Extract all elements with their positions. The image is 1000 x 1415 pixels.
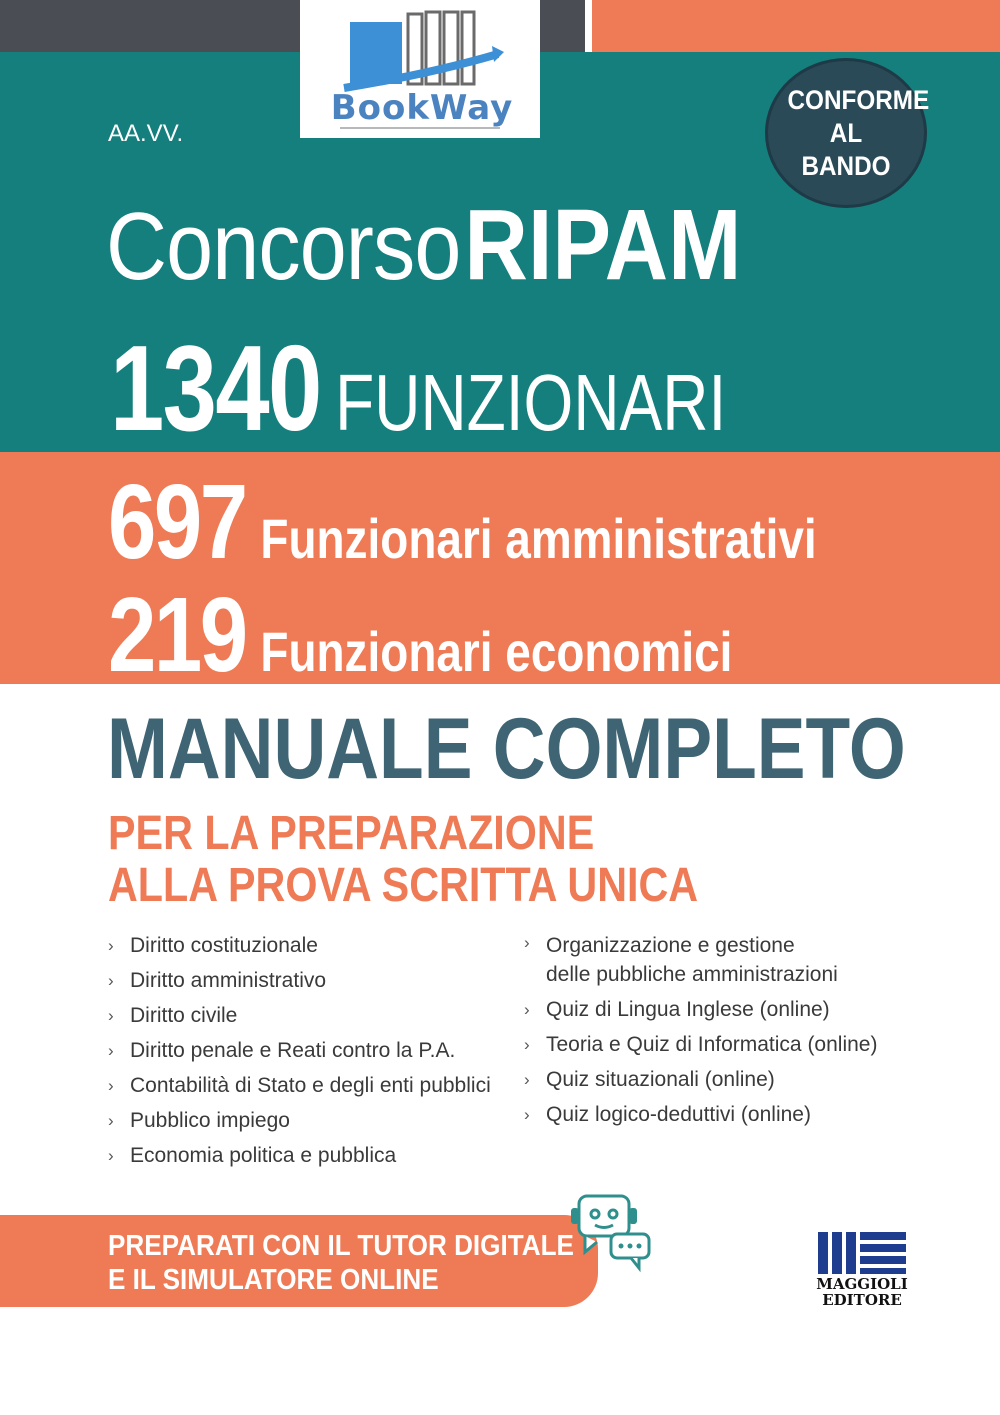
topic-label: Diritto penale e Reati contro la P.A. <box>130 1039 456 1062</box>
chevron-right-icon: › <box>108 1076 114 1095</box>
title-prefix: Concorso <box>106 193 461 300</box>
topic-list-right <box>524 928 877 1132</box>
topic-item <box>108 998 491 1033</box>
chevron-right-icon: › <box>108 936 114 955</box>
chevron-right-icon: › <box>524 1070 530 1089</box>
position-label: Funzionari economici <box>260 620 733 683</box>
title-count: 1340 <box>110 320 321 456</box>
topic-label: Quiz di Lingua Inglese (online) <box>546 998 830 1021</box>
position-row <box>108 575 732 696</box>
manual-subtitle-line1: PER LA PREPARAZIONE <box>108 807 595 860</box>
top-bar-orange <box>592 0 1000 52</box>
cta-line2: E IL SIMULATORE ONLINE <box>108 1264 439 1296</box>
topic-item <box>108 928 491 963</box>
title-count-label: FUNZIONARI <box>335 358 727 447</box>
manual-subtitle-line2: ALLA PROVA SCRITTA UNICA <box>108 859 699 912</box>
chevron-right-icon: › <box>524 1000 530 1019</box>
conforme-badge <box>765 58 930 208</box>
topic-item <box>108 1138 491 1173</box>
topic-item <box>524 992 877 1027</box>
topic-label: Teoria e Quiz di Informatica (online) <box>546 1033 878 1056</box>
topic-label: Diritto amministrativo <box>130 969 327 992</box>
topic-label: Economia politica e pubblica <box>130 1144 397 1167</box>
chevron-right-icon: › <box>108 1006 114 1025</box>
topic-label: Quiz logico-deduttivi (online) <box>546 1103 811 1126</box>
topic-item <box>524 928 877 992</box>
topic-item <box>524 1027 877 1062</box>
position-number: 697 <box>108 463 246 581</box>
chevron-right-icon: › <box>524 1105 530 1124</box>
badge-text: CONFORME AL BANDO <box>787 84 930 181</box>
author: AA.VV. <box>108 120 184 147</box>
topic-label: Diritto civile <box>130 1004 238 1027</box>
title-ripam: RIPAM <box>464 189 742 301</box>
topic-item <box>524 1097 877 1132</box>
bookway-watermark <box>300 0 540 138</box>
chevron-right-icon: › <box>524 933 530 952</box>
maggioli-logo-icon <box>818 1232 906 1274</box>
topic-item <box>108 1103 491 1138</box>
publisher-name <box>816 1276 908 1308</box>
cta-line1: PREPARATI CON IL TUTOR DIGITALE <box>108 1230 574 1262</box>
chevron-right-icon: › <box>108 1146 114 1165</box>
manual-title: MANUALE COMPLETO <box>107 701 906 797</box>
topic-label: Quiz situazionali (online) <box>546 1068 775 1091</box>
topic-item <box>108 963 491 998</box>
topic-label: Pubblico impiego <box>130 1109 290 1132</box>
chevron-right-icon: › <box>108 971 114 990</box>
title-line2 <box>110 318 726 458</box>
chevron-right-icon: › <box>524 1035 530 1054</box>
topic-item <box>108 1033 491 1068</box>
topic-label: Diritto costituzionale <box>130 934 318 957</box>
topic-item <box>108 1068 491 1103</box>
chevron-right-icon: › <box>108 1111 114 1130</box>
topic-label: Contabilità di Stato e degli enti pubblici <box>130 1074 491 1097</box>
publisher-logo <box>816 1232 908 1310</box>
topic-label: Organizzazione e gestione <box>546 934 795 957</box>
title-line1 <box>106 188 741 303</box>
chat-bot-icon <box>565 1190 653 1272</box>
position-number: 219 <box>108 576 246 694</box>
topic-item <box>524 1062 877 1097</box>
chevron-right-icon: › <box>108 1041 114 1060</box>
watermark-text: BookWay <box>330 88 514 128</box>
publisher-line1: MAGGIOLI <box>816 1275 908 1293</box>
topic-list-left <box>108 928 491 1173</box>
topic-label-continued: delle pubbliche amministrazioni <box>546 963 838 986</box>
position-row <box>108 462 817 583</box>
position-label: Funzionari amministrativi <box>260 507 817 570</box>
publisher-line2: EDITORE <box>822 1291 902 1309</box>
